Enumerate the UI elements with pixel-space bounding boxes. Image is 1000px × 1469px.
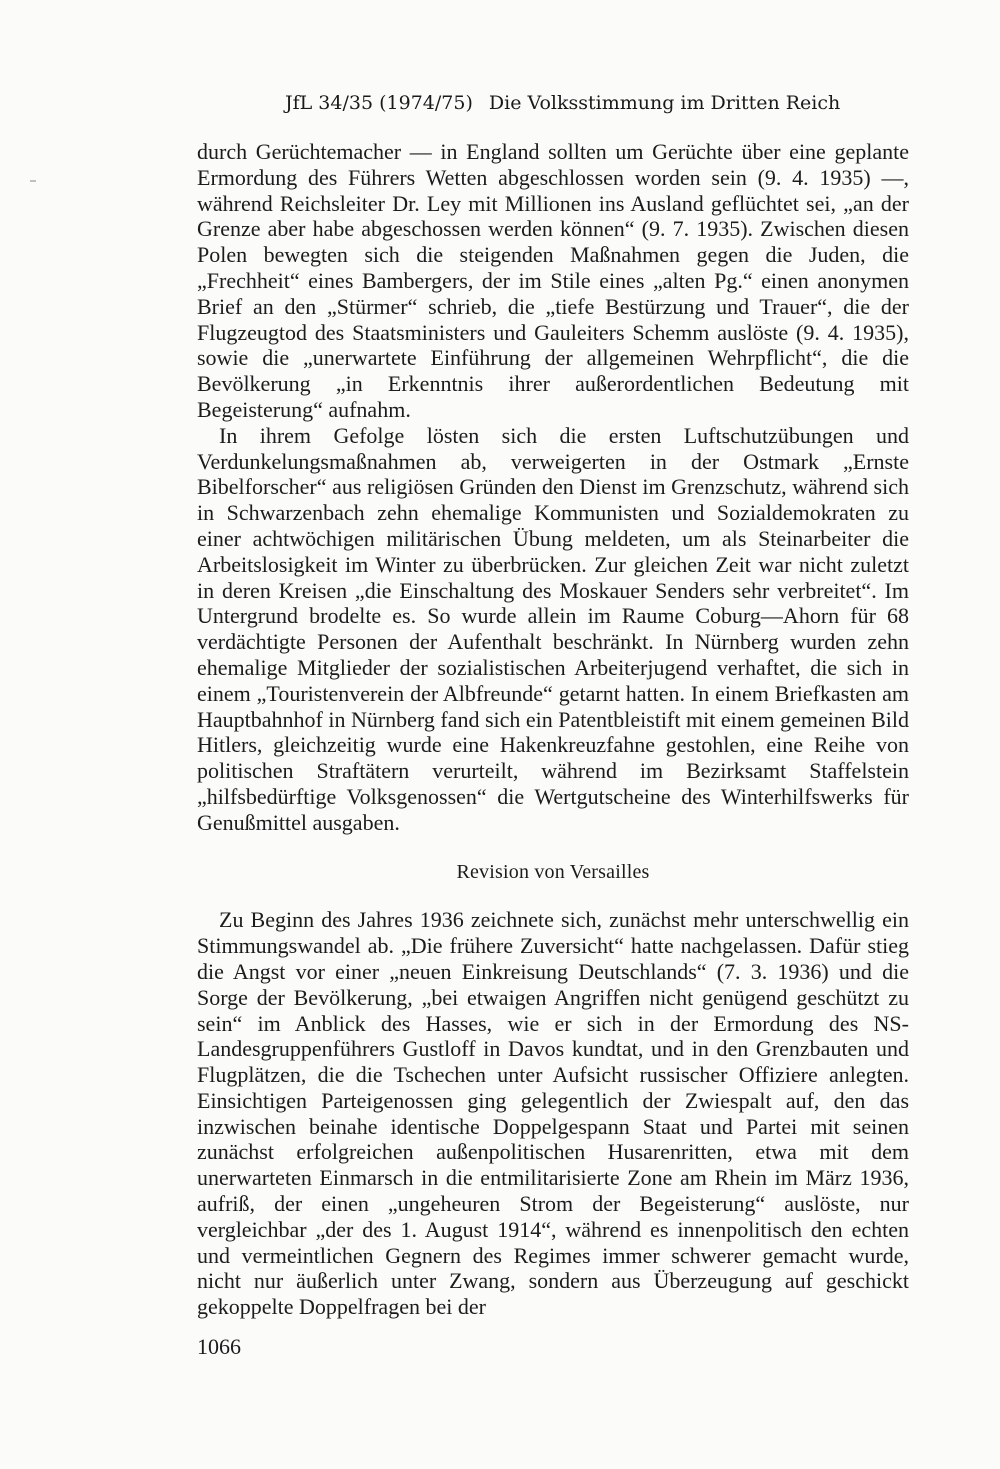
text-column (197, 139, 909, 1320)
running-title: Die Volksstimmung im Dritten Reich (488, 92, 841, 114)
journal-reference: JfL 34/35 (1974/75) (285, 92, 473, 114)
paragraph-3: Zu Beginn des Jahres 1936 zeichnete sich, zunächst mehr unterschwellig ein Stimmungswandel ab. „Die frühere Zuversicht“ hatte nachgelassen. Dafür stieg die Angst vor einer „neuen Einkreisung Deutschlands“ (7. 3. 1936) und die Sorge der Bevölkerung, „bei etwaigen Angriffen nicht genügend geschützt zu sein“ im Anblick des Hasses, wie er sich in der Ermordung des NS-Landesgruppenführers Gustloff in Davos kundtat, und in den Grenzbauten und Flugplätzen, die die Tschechen unter Aufsicht russischer Offiziere anlegten. Einsichtigen Parteigenossen ging gelegentlich der Zwiespalt auf, den das inzwischen beinahe identische Doppelgespann Staat und Partei mit seinen zunächst erfolgreichen außenpolitischen Husarenritten, etwa mit dem unerwarteten Einmarsch in die entmilitarisierte Zone am Rhein im März 1936, aufriß, der einen „ungeheuren Strom der Begeisterung“ auslöste, nur vergleichbar „der des 1. August 1914“, während es innenpolitisch den echten und vermeintlichen Gegnern des Regimes immer schwerer gemacht wurde, nicht nur äußerlich unter Zwang, sondern aus Überzeugung auf geschickt gekoppelte Doppelfragen bei der (197, 907, 909, 1320)
paragraph-2: In ihrem Gefolge lösten sich die ersten Luftschutzübungen und Verdunkelungsmaßnahmen ab, verweigerten in der Ostmark „Ernste Bibelforscher“ aus religiösen Gründen den Dienst im Grenzschutz, während sich in Schwarzenbach zehn ehemalige Kommunisten und Sozialdemokraten zu einer achtwöchigen militärischen Übung meldeten, um als Steinarbeiter die Arbeitslosigkeit im Winter zu überbrücken. Zur gleichen Zeit war nicht zuletzt in deren Kreisen „die Einschaltung des Moskauer Senders sehr verbreitet“. Im Untergrund brodelte es. So wurde allein im Raume Coburg—Ahorn für 68 verdächtigte Personen der Aufenthalt beschränkt. In Nürnberg wurden zehn ehemalige Mitglieder der sozialistischen Arbeiterjugend verhaftet, die sich in einem „Touristenverein der Albfreunde“ getarnt hatten. In einem Briefkasten am Hauptbahnhof in Nürnberg fand sich ein Patentbleistift mit einem gemeinen Bild Hitlers, gleichzeitig wurde eine Hakenkreuzfahne gestohlen, eine Reihe von politischen Straftätern verurteilt, während im Bezirksamt Staffelstein „hilfsbedürftige Volksgenossen“ die Wertgutscheine des Winterhilfswerks für Genußmittel ausgaben. (197, 422, 909, 835)
paragraph-1: durch Gerüchtemacher — in England sollten um Gerüchte über eine geplante Ermordung des Führers Wetten abgeschlossen worden sein (9. 4. 1935) —, während Reichsleiter Dr. Ley mit Millionen ins Ausland geflüchtet sei, „an der Grenze aber habe abgeschossen werden können“ (9. 7. 1935). Zwischen diesen Polen bewegten sich die steigenden Maßnahmen gegen die Juden, die „Frechheit“ eines Bambergers, der im Stile eines „alten Pg.“ einen anonymen Brief an den „Stürmer“ schrieb, die „tiefe Bestürzung und Trauer“, die der Flugzeugtod des Staatsministers und Gauleiters Schemm auslöste (9. 4. 1935), sowie die „unerwartete Einführung der allgemeinen Wehrpflicht“, die die Bevölkerung „in Erkenntnis ihrer außerordentlichen Bedeutung mit Begeisterung“ aufnahm. (197, 139, 909, 422)
scan-speck (30, 180, 36, 182)
section-heading: Revision von Versailles (456, 860, 650, 883)
running-header (285, 92, 845, 114)
page-number: 1066 (197, 1334, 241, 1359)
